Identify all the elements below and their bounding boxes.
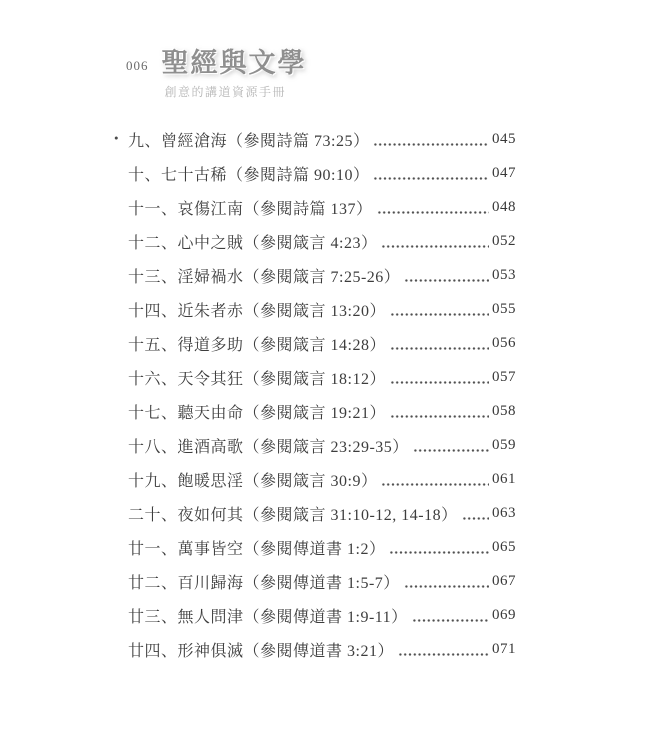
book-logo-title: 聖經與文學 <box>161 48 307 78</box>
entry-page-number: 056 <box>492 334 516 351</box>
entry-title: 十、七十古稀（參閱詩篇 90:10） <box>128 166 370 184</box>
toc-entry <box>128 496 516 530</box>
leader-dots <box>390 380 489 385</box>
entry-title: 廿四、形神俱滅（參閱傳道書 3:21） <box>128 642 394 660</box>
entry-page-number: 058 <box>492 402 516 419</box>
entry-title: 九、曾經滄海（參閱詩篇 73:25） <box>128 132 370 150</box>
leader-dots <box>413 448 489 453</box>
entry-title: 十四、近朱者赤（參閱箴言 13:20） <box>128 302 386 320</box>
leader-dots <box>373 176 489 181</box>
entry-title: 十七、聽天由命（參閱箴言 19:21） <box>128 404 386 422</box>
leader-dots <box>389 550 489 555</box>
page-header <box>126 45 307 100</box>
leader-dots <box>381 482 489 487</box>
entry-title: 廿一、萬事皆空（參閱傳道書 1:2） <box>128 540 386 558</box>
book-logo <box>162 45 307 100</box>
toc-entry <box>128 326 516 360</box>
entry-title: 廿二、百川歸海（參閱傳道書 1:5-7） <box>128 574 400 592</box>
leader-dots <box>373 142 489 147</box>
toc-entry <box>128 394 516 428</box>
entry-title: 二十、夜如何其（參閱箴言 31:10-12, 14-18） <box>128 506 458 524</box>
entry-page-number: 053 <box>492 266 516 283</box>
entry-title: 十九、飽暖思淫（參閱箴言 30:9） <box>128 472 378 490</box>
toc-entry <box>128 190 516 224</box>
entry-title: 十八、進酒高歌（參閱箴言 23:29-35） <box>128 438 409 456</box>
toc-entry <box>128 564 516 598</box>
entry-title: 廿三、無人問津（參閱傳道書 1:9-11） <box>128 608 408 626</box>
entry-page-number: 061 <box>492 470 516 487</box>
leader-dots <box>404 278 489 283</box>
toc-entry <box>128 428 516 462</box>
toc-entry <box>128 632 516 666</box>
entry-page-number: 045 <box>492 130 516 147</box>
toc-entry <box>128 598 516 632</box>
leader-dots <box>377 210 489 215</box>
entry-page-number: 048 <box>492 198 516 215</box>
leader-dots <box>390 312 489 317</box>
leader-dots <box>390 414 489 419</box>
leader-dots <box>398 652 489 657</box>
toc-entry <box>128 156 516 190</box>
toc-entry <box>128 360 516 394</box>
entry-page-number: 063 <box>492 504 516 521</box>
toc-list <box>114 122 516 666</box>
entry-page-number: 047 <box>492 164 516 181</box>
entry-page-number: 055 <box>492 300 516 317</box>
leader-dots <box>390 346 489 351</box>
entry-page-number: 052 <box>492 232 516 249</box>
entry-page-number: 057 <box>492 368 516 385</box>
toc-entry <box>128 292 516 326</box>
entry-page-number: 071 <box>492 640 516 657</box>
entry-title: 十六、天令其狂（參閱箴言 18:12） <box>128 370 386 388</box>
toc-entry <box>128 224 516 258</box>
book-logo-subtitle: 創意的講道資源手冊 <box>164 85 287 99</box>
leader-dots <box>412 618 489 623</box>
entry-bullet-icon: • <box>114 130 119 146</box>
toc-entry <box>114 122 516 156</box>
entry-title: 十五、得道多助（參閱箴言 14:28） <box>128 336 386 354</box>
leader-dots <box>404 584 489 589</box>
toc-entry <box>128 530 516 564</box>
leader-dots <box>381 244 489 249</box>
entry-title: 十一、哀傷江南（參閱詩篇 137） <box>128 200 373 218</box>
entry-page-number: 065 <box>492 538 516 555</box>
toc-entry <box>128 462 516 496</box>
entry-title: 十三、淫婦禍水（參閱箴言 7:25-26） <box>128 268 401 286</box>
entry-page-number: 067 <box>492 572 516 589</box>
leader-dots <box>462 516 489 521</box>
entry-page-number: 059 <box>492 436 516 453</box>
entry-title: 十二、心中之賊（參閱箴言 4:23） <box>128 234 378 252</box>
entry-page-number: 069 <box>492 606 516 623</box>
toc-entry <box>128 258 516 292</box>
folio-page-number: 006 <box>126 58 149 73</box>
